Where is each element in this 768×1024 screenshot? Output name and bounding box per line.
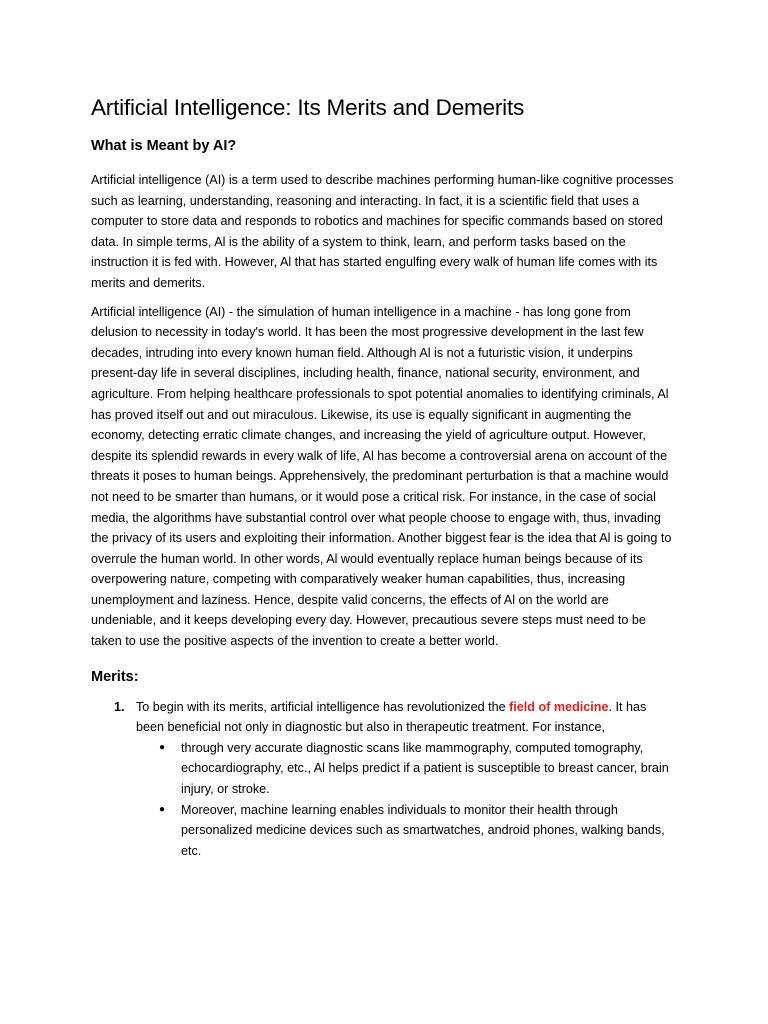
sub-list-item-text: Moreover, machine learning enables individuals to monitor their health through personalized medicine devices such as smartwatches, android phones, walking bands, etc. — [181, 802, 665, 858]
section-heading-what-is-ai: What is Meant by AI? — [91, 138, 237, 154]
document-title: Artificial Intelligence: Its Merits and Demerits — [91, 95, 525, 120]
paragraph-overview: Artificial intelligence (AI) - the simulation of human intelligence in a machine - has long gone from delusion to necessity in today's world. It has been the most progressive development in the last few decades, intruding into every known human field. Although Al is not a futuristic vision, it underpins present-day life in several disciplines, including health, finance, national security, environment, and agriculture. From helping healthcare professionals to spot potential anomalies to identifying criminals, Al has proved itself out and out miraculous. Likewise, its use is equally significant in augmenting the economy, detecting erratic climate changes, and increasing the yield of agriculture output. However, despite its splendid rewards in every walk of life, Al has become a controversial arena on account of the threats it poses to human beings. Apprehensively, the predominant perturbation is that a machine would not need to be smarter than humans, or it would pose a critical risk. For instance, in the case of social media, the algorithms have substantial control over what people choose to engage with, thus, invading the privacy of its users and exploiting their information. Another biggest fear is the idea that Al is going to overrule the human world. In other words, Al would eventually replace human beings because of its overpowering nature, competing with comparatively weaker human capabilities, thus, increasing unemployment and laziness. Hence, despite valid concerns, the effects of Al on the world are undeniable, and it keeps developing every day. However, precautious severe steps must need to be taken to use the positive aspects of the invention to create a better world. — [91, 304, 672, 649]
list-item-text-after: . It has been beneficial not only in diagnostic but also in therapeutic treatment. For instance, — [136, 699, 647, 735]
field-of-medicine-highlight: field of medicine — [509, 699, 609, 714]
section-heading-merits: Merits: — [91, 668, 139, 685]
list-item-number: 1. — [114, 699, 125, 714]
list-item-text-before: To begin with its merits, artificial intelligence has revolutionized the — [136, 699, 510, 714]
sub-list-item — [159, 800, 675, 862]
paragraph-definition: Artificial intelligence (AI) is a term used to describe machines performing human-like cognitive processes such as learning, understanding, reasoning and interacting. In fact, it is a scientific field that uses a computer to store data and responds to robotics and machines for specific commands based on stored data. In simple terms, Al is the ability of a system to think, learn, and perform tasks based on the instruction it is fed with. However, Al that has started engulfing every walk of human life comes with its merits and demerits. — [91, 173, 674, 290]
list-item — [114, 697, 675, 862]
bullet-icon: ● — [159, 741, 166, 753]
merits-list — [91, 697, 675, 862]
bullet-icon: ● — [159, 803, 166, 815]
sub-list-item-text: through very accurate diagnostic scans like mammography, computed tomography, echocardiography, etc., Al helps predict if a patient is susceptible to breast cancer, brain injury, or stroke. — [181, 740, 669, 797]
sub-bullet-list — [136, 738, 675, 862]
sub-list-item — [159, 738, 675, 800]
